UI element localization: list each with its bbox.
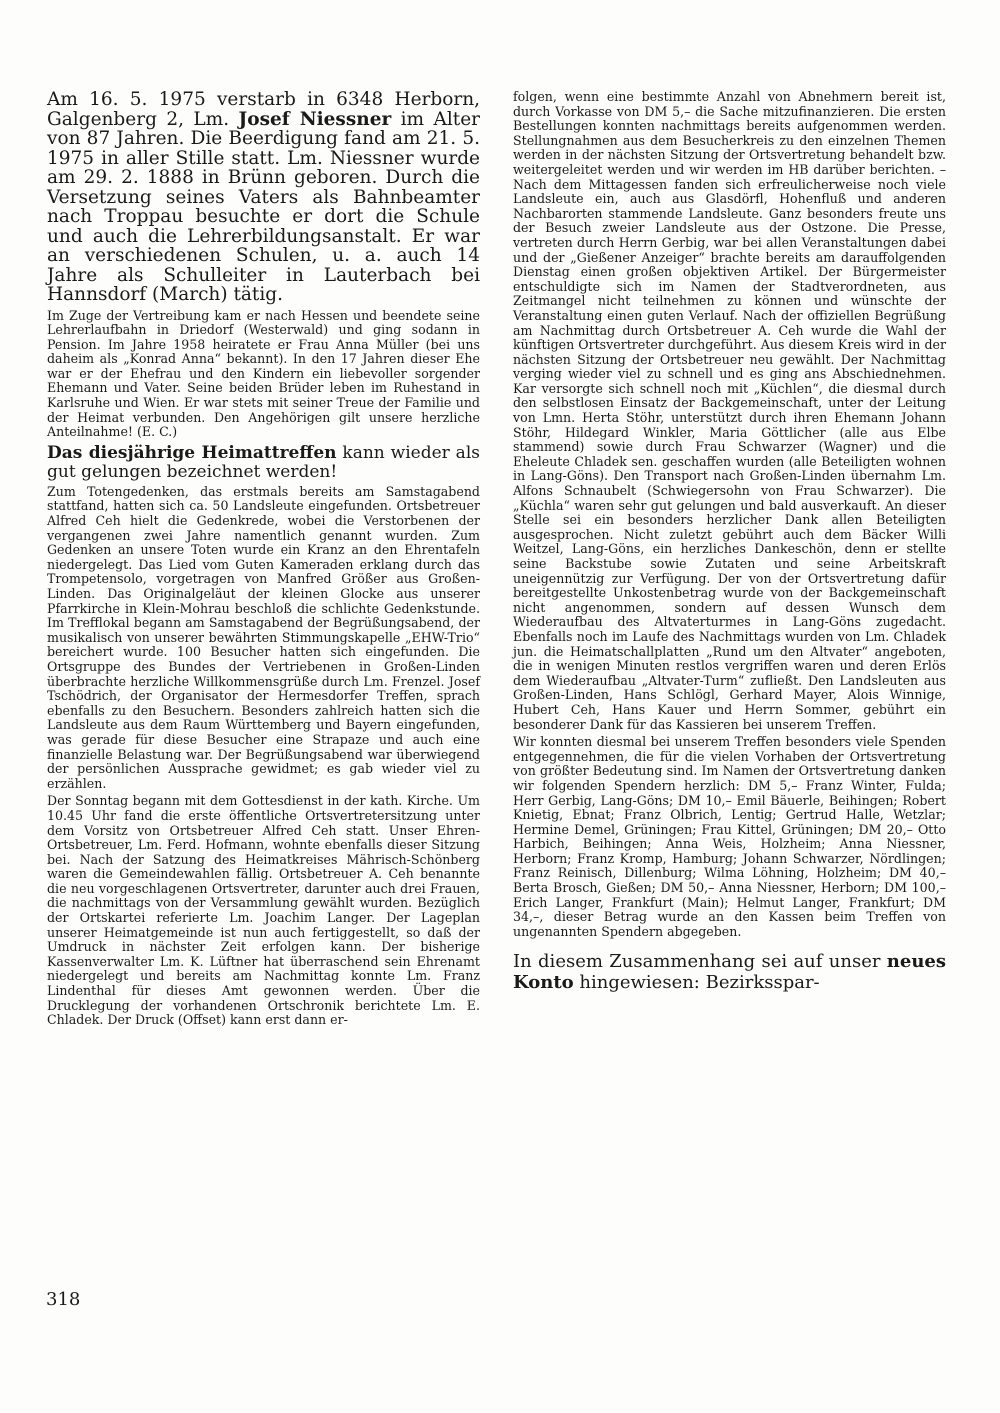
- paragraph-spenden: Wir konnten diesmal bei unserem Treffen besonders viele Spenden entgegennehmen, die für die vielen Vorhaben der Ortsvertretung von größter Bedeutung sind. Im Namen der Ortsvertretung danken wir folgenden Spendern herzlich: DM 5,– Franz Winter, Fulda; Herr Gerbig, Lang-Göns; DM 10,– Emil Bäuerle, Beihingen; Robert Knietig, Ebnat; Franz Olbrich, Lentig; Gertrud Halle, Wetzlar; Hermine Demel, Grüningen; Frau Kittel, Grüningen; DM 20,– Otto Harbich, Beihingen; Anna Weis, Holzheim; Anna Niessner, Herborn; Franz Kromp, Hamburg; Johann Schwarzer, Nördlingen; Franz Reinisch, Dillenburg; Wilma Löhning, Holzheim; DM 40,– Berta Brosch, Gießen; DM 50,– Anna Niessner, Herborn; DM 100,– Erich Langer, Frankfurt (Main); Helmut Langer, Frankfurt; DM 34,–, dieser Betrag wurde an den Kassen beim Treffen von ungenannten Spendern abgegeben.: [513, 734, 946, 939]
- right-column: [513, 90, 946, 993]
- article-headline: [47, 444, 480, 482]
- obituary-body: Im Zuge der Vertreibung kam er nach Hessen und beendete seine Lehrerlaufbahn in Driedorf (Westerwald) und ging sodann in Pension. Im Jahre 1958 heiratete er Frau Anna Müller (bei uns daheim als „Konrad Anna“ bekannt). In den 17 Jahren dieser Ehe war er der Ehefrau und den Kindern ein liebevoller sorgender Ehemann und Vater. Seine beiden Brüder leben im Ruhestand in Karlsruhe und Wien. Er war stets mit seiner Treue der Familie und der Heimat verbunden. Den Angehörigen gilt unsere herzliche Anteilnahme! (E. C.): [47, 307, 480, 440]
- closing-bold: neues Konto: [513, 951, 946, 994]
- closing-pre: In diesem Zusammenhang sei auf unser: [513, 951, 887, 973]
- closing-note: [513, 951, 946, 993]
- left-column: [47, 90, 480, 1031]
- headline-rest: kann wieder als gut gelungen bezeichnet werden!: [47, 442, 480, 482]
- closing-post: hingewiesen: Bezirksspar-: [573, 972, 820, 994]
- paragraph-continuation: folgen, wenn eine bestimmte Anzahl von Abnehmern bereit ist, durch Vorkasse von DM 5,– die Sache mitzufinanzieren. Die ersten Bestellungen konnten nachmittags bereits aufgenommen werden. Stellungnahmen aus dem Besucherkreis zu den einzelnen Themen werden in der nächsten Sitzung der Ortsvertretung behandelt bzw. weitergeleitet werden und wir werden im HB darüber berichten. – Nach dem Mittagessen fanden sich erfreulicherweise noch viele Landsleute ein, auch aus Glasdörfl, Hohenfluß und anderen Nachbarorten stammende Landsleute. Ganz besonders freute uns der Besuch zweier Landsleute aus der Ostzone. Die Presse, vertreten durch Herrn Gerbig, war bei allen Veranstaltungen dabei und der „Gießener Anzeiger“ brachte bereits am darauffolgenden Dienstag einen großen objektiven Artikel. Der Bürgermeister entschuldigte sich im Namen der Stadtverordneten, aus Zeitmangel nicht teilnehmen zu können und wünschte der Veranstaltung einen guten Verlauf. Nach der offiziellen Begrüßung am Nachmittag durch Ortsbetreuer A. Ceh wurde die Wahl der künftigen Ortsvertreter durchgeführt. Aus diesem Kreis wird in der nächsten Sitzung der Ortsbetreuer neu gewählt. Der Nachmittag verging wieder viel zu schnell und es ging ans Abschiednehmen. Kar versorgte sich schnell noch mit „Küchlen“, die diesmal durch den selbstlosen Einsatz der Backgemeinschaft, unter der Leitung von Lmn. Herta Stöhr, unterstützt durch ihren Ehemann Johann Stöhr, Hildegard Winkler, Maria Göttlicher (alle aus Elbe stammend) sowie durch Frau Schwarzer (Wagner) und die Eheleute Chladek sen. geschaffen wurden (alle Beteiligten wohnen in Lang-Göns). Den Transport nach Großen-Linden übernahm Lm. Alfons Schnaubelt (Schwiegersohn von Frau Schwarzer). Die „Küchla“ waren sehr gut gelungen und bald ausverkauft. An dieser Stelle sei ein besonders herzlicher Dank allen Beteiligten ausgesprochen. Nicht zuletzt gebührt auch dem Bäcker Willi Weitzel, Lang-Göns, ein herzliches Dankeschön, denn er stellte seine Backstube sowie Zutaten und seine Arbeitskraft uneigennützig zur Verfügung. Der von der Ortsvertretung dafür bereitgestellte Unkostenbetrag wurde von der Backgemeinschaft nicht angenommen, sondern auf dessen Wunsch dem Wiederaufbau des Altvaterturmes in Lang-Göns zugedacht. Ebenfalls noch im Laufe des Nachmittags wurden von Lm. Chladek jun. die Heimatschallplatten „Rund um den Altvater“ angeboten, die in wenigen Minuten restlos vergriffen waren und deren Erlös dem Wiederaufbau „Altvater-Turm“ zufließt. Den Landsleuten aus Großen-Linden, Hans Schlögl, Gerhard Mayer, Alois Winnige, Hubert Ceh, Hans Kauer und Herrn Sommer, gebührt ein besonderer Dank für das Kassieren bei unserem Treffen.: [513, 89, 946, 732]
- obituary-intro: Am 16. 5. 1975 verstarb in 6348 Herborn, Galgenberg 2, Lm. Josef Niessner im Alter von 87 Jahren. Die Beerdigung fand am 21. 5. 1975 in aller Stille statt. Lm. Niessner wurde am 29. 2. 1888 in Brünn geboren. Durch die Versetzung seines Vaters als Bahnbeamter nach Troppau besuchte er dort die Schule und auch die Lehrerbildungsanstalt. Er war an verschiedenen Schulen, u. a. auch 14 Jahre als Schulleiter in Lauterbach bei Hannsdorf (March) tätig.: [47, 89, 480, 305]
- page-number: 318: [46, 1289, 81, 1310]
- deceased-name: Josef Niessner: [238, 108, 392, 130]
- paragraph-totengedenken: Zum Totengedenken, das erstmals bereits am Samstagabend stattfand, hatten sich ca. 50 Landsleute eingefunden. Ortsbetreuer Alfred Ceh hielt die Gedenkrede, wobei die Verstorbenen der vergangenen zwei Jahre namentlich genannt wurden. Zum Gedenken an unsere Toten wurde ein Kranz an den Ehrentafeln niedergelegt. Das Lied vom Guten Kameraden erklang durch das Trompetensolo, vorgetragen von Manfred Größer aus Großen-Linden. Das Originalgeläut der kleinen Glocke aus unserer Pfarrkirche in Klein-Mohrau beschloß die schlichte Gedenkstunde. Im Trefflokal begann am Samstagabend der Begrüßungsabend, der musikalisch von unserer bewährten Stimmungskapelle „EHW-Trio“ bereichert wurde. 100 Besucher hatten sich eingefunden. Die Ortsgruppe des Bundes der Vertriebenen in Großen-Linden überbrachte herzliche Willkommensgrüße durch Lm. Frenzel. Josef Tschödrich, der Organisator der Hermesdorfer Treffen, sprach ebenfalls zu den Besuchern. Besonders zahlreich hatten sich die Landsleute aus dem Raum Württemberg und Bayern eingefunden, was gerade für diese Besucher eine Strapaze und auch eine finanzielle Belastung war. Der Begrüßungsabend war überwiegend der persönlichen Aussprache gewidmet; es gab wieder viel zu erzählen.: [47, 483, 480, 791]
- paragraph-sonntag: Der Sonntag begann mit dem Gottesdienst in der kath. Kirche. Um 10.45 Uhr fand die erste öffentliche Ortsvertretersitzung unter dem Vorsitz von Ortsbetreuer Alfred Ceh statt. Unser Ehren-Ortsbetreuer, Lm. Ferd. Hofmann, wohnte ebenfalls dieser Sitzung bei. Nach der Satzung des Heimatkreises Mährisch-Schönberg waren die Gemeindewahlen fällig. Ortsbetreuer A. Ceh benannte die neu vorgeschlagenen Ortsvertreter, darunter auch drei Frauen, die nachmittags von der Versammlung gewählt wurden. Bezüglich der Ortskartei referierte Lm. Joachim Langer. Der Lageplan unserer Heimatgemeinde ist nun auch fertiggestellt, so daß der Umdruck in nächster Zeit erfolgen kann. Der bisherige Kassenverwalter Lm. K. Lüftner hat überraschend sein Ehrenamt niedergelegt und bereits am Nachmittag konnte Lm. Franz Lindenthal für dieses Amt gewonnen werden. Über die Drucklegung der vorhandenen Ortschronik berichtete Lm. E. Chladek. Der Druck (Offset) kann erst dann er-: [47, 793, 480, 1028]
- headline-bold: Das diesjährige Heimattreffen: [47, 442, 337, 463]
